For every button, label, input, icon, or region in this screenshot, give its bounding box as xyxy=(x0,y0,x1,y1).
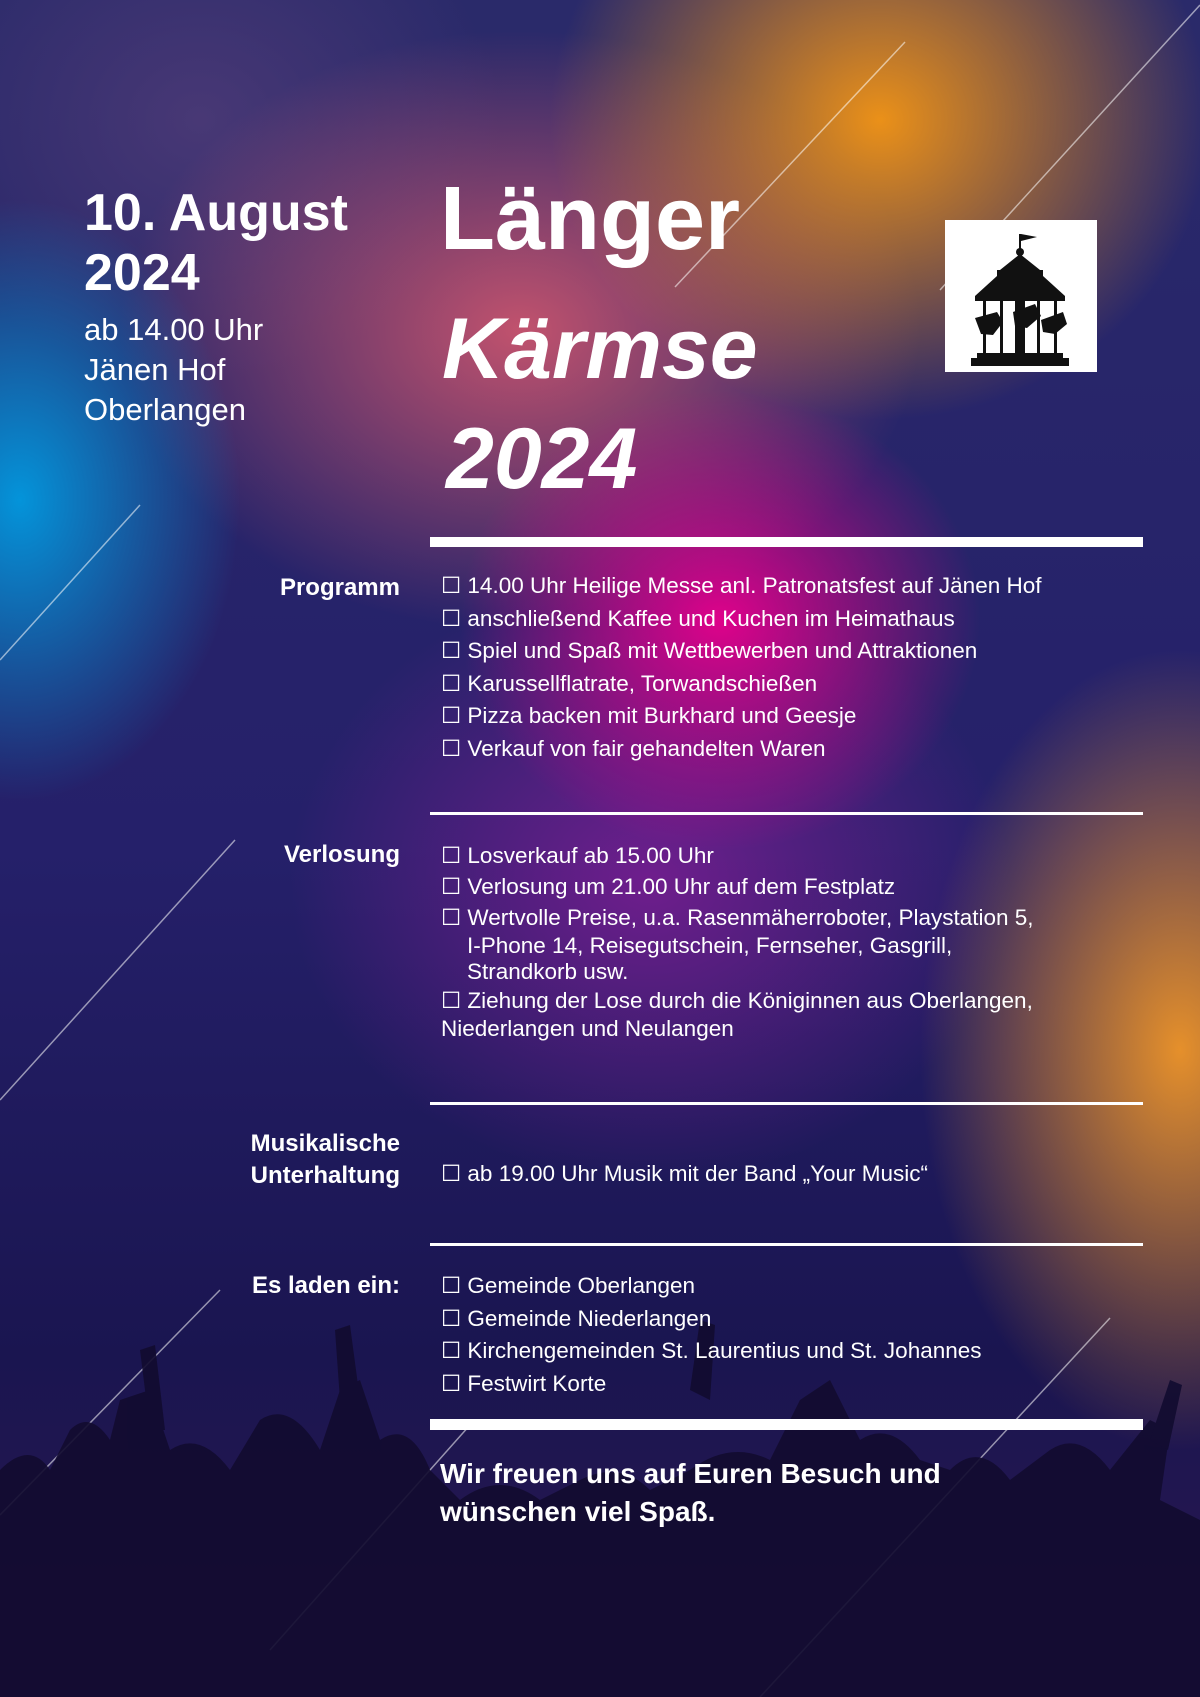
section-label-programm: Programm xyxy=(279,574,400,601)
event-details xyxy=(84,310,263,430)
list-item: ☐ Spiel und Spaß mit Wettbewerben und Attraktionen xyxy=(441,638,978,663)
musik-list xyxy=(441,1158,1181,1191)
closing-line: Wir freuen uns auf Euren Besuch und xyxy=(440,1458,941,1489)
event-time: ab 14.00 Uhr xyxy=(84,312,264,347)
list-item: ☐ Gemeinde Niederlangen xyxy=(441,1305,712,1331)
event-place: Jänen Hof xyxy=(84,352,226,387)
event-town: Oberlangen xyxy=(84,392,247,427)
list-item: ☐ Karussellflatrate, Torwandschießen xyxy=(441,670,818,696)
list-item: ☐ Gemeinde Oberlangen xyxy=(441,1273,696,1298)
list-item-continuation: Strandkorb usw. xyxy=(467,959,629,984)
programm-list xyxy=(441,570,1181,765)
date-year: 2024 xyxy=(84,244,200,302)
list-item: ☐ Ziehung der Lose durch die Königinnen aus Oberlangen, xyxy=(441,988,1033,1013)
list-item: ☐ Wertvolle Preise, u.a. Rasenmäherroboter, Playstation 5, xyxy=(441,905,1034,930)
list-item: ☐ Verkauf von fair gehandelten Waren xyxy=(441,735,826,761)
title-line-1: Länger xyxy=(440,169,741,269)
list-item-continuation: I-Phone 14, Reisegutschein, Fernseher, Gasgrill, xyxy=(467,933,953,958)
date-day-month: 10. August xyxy=(84,184,348,242)
list-item: ☐ Pizza backen mit Burkhard und Geesje xyxy=(441,703,857,728)
event-date xyxy=(84,183,348,303)
closing-line: wünschen viel Spaß. xyxy=(440,1496,716,1527)
section-label-verlosung: Verlosung xyxy=(283,841,400,868)
divider xyxy=(430,812,1143,815)
title-line-3: 2024 xyxy=(446,411,638,507)
carousel-icon xyxy=(945,220,1097,372)
section-label-musik xyxy=(251,1128,400,1192)
list-item: ☐ ab 19.00 Uhr Musik mit der Band „Your Music“ xyxy=(441,1161,929,1186)
hosts-list xyxy=(441,1270,1181,1400)
divider xyxy=(430,537,1143,547)
divider xyxy=(430,1419,1143,1430)
list-item: ☐ anschließend Kaffee und Kuchen im Heimathaus xyxy=(441,605,955,631)
title-line-2: Kärmse xyxy=(442,301,758,397)
section-label-line: Musikalische xyxy=(250,1130,400,1157)
list-item: ☐ Losverkauf ab 15.00 Uhr xyxy=(441,843,714,868)
list-item: ☐ 14.00 Uhr Heilige Messe anl. Patronatsfest auf Jänen Hof xyxy=(441,573,1042,598)
list-item: ☐ Kirchengemeinden St. Laurentius und St. Johannes xyxy=(441,1338,982,1363)
verlosung-list xyxy=(441,840,1181,1042)
list-item: ☐ Verlosung um 21.00 Uhr auf dem Festplatz xyxy=(441,874,896,899)
list-item-continuation: Niederlangen und Neulangen xyxy=(441,1016,734,1041)
section-label-es-laden-ein: Es laden ein: xyxy=(251,1272,400,1299)
divider xyxy=(430,1243,1143,1246)
section-label-line: Unterhaltung xyxy=(250,1162,400,1189)
list-item: ☐ Festwirt Korte xyxy=(441,1370,607,1396)
divider xyxy=(430,1102,1143,1105)
closing-message xyxy=(440,1455,941,1531)
